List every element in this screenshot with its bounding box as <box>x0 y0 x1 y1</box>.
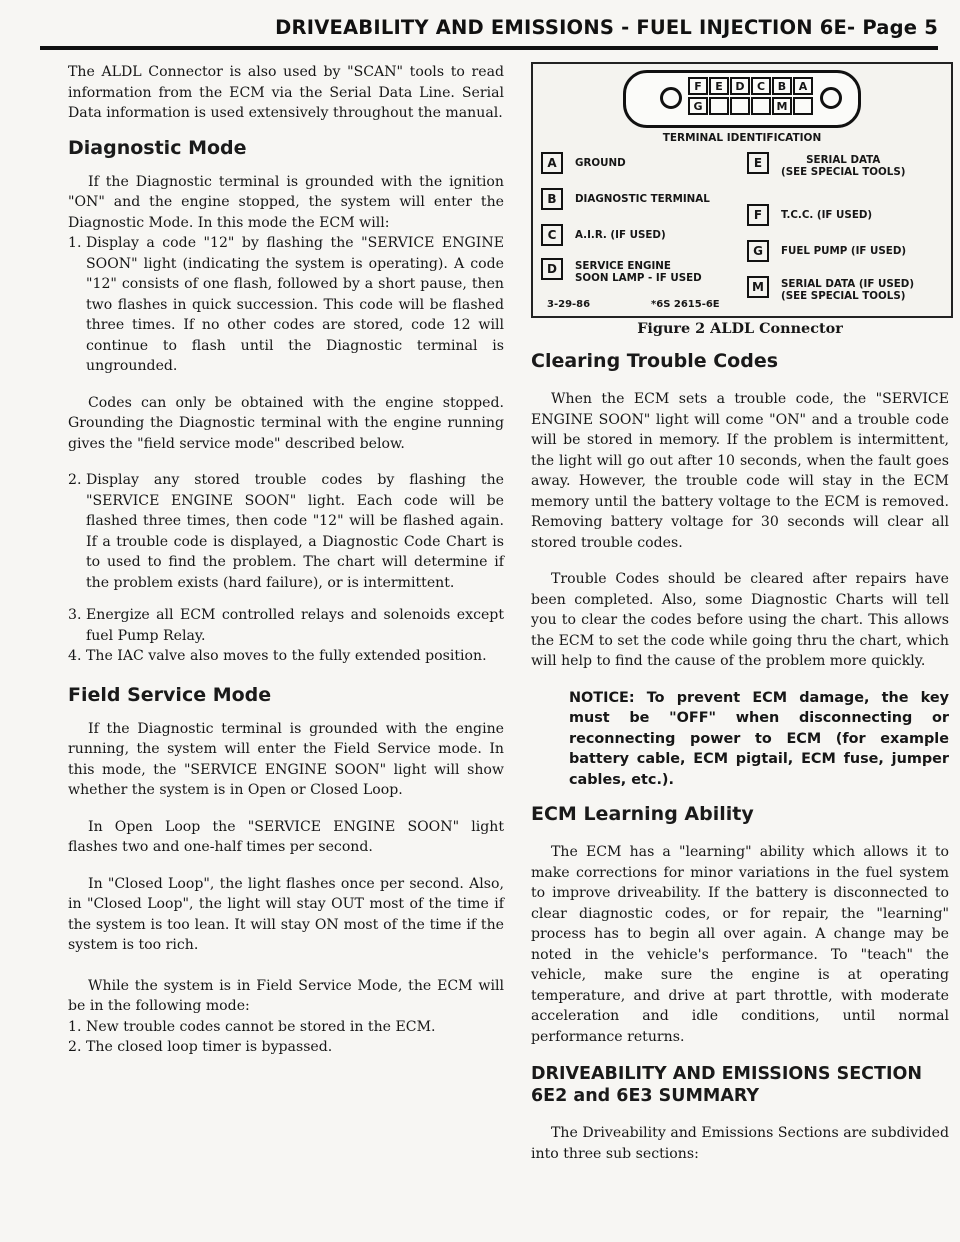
field-service-heading: Field Service Mode <box>68 683 272 706</box>
ecm-learning-paragraph: The ECM has a "learning" ability which allows it to make corrections for minor variations in the fuel system to improve driveability. If the battery is disconnected to clear diagnostic codes, or for repair, the "learning" process has to begin all over again. A change may be noted in the vehicle's performance. To "teach" the vehicle, make sure the engine is at operating temperature, and drive at part throttle, with moderate acceleration and idle conditions, until normal performance returns. <box>531 844 949 1045</box>
aldl-connector-figure <box>531 62 953 318</box>
terminal-a: A GROUND <box>541 152 626 174</box>
page-header <box>40 6 938 50</box>
intro-paragraph: The ALDL Connector is also used by "SCAN" tools to read information from the ECM via the Serial Data Line. Serial Data information is used extensively throughout the manual. <box>68 64 504 121</box>
pin-row-top <box>688 77 814 95</box>
summary-heading: DRIVEABILITY AND EMISSIONS SECTION 6E2 and 6E3 SUMMARY <box>531 1064 922 1106</box>
clearing-codes-paragraph-2: Trouble Codes should be cleared after repairs have been completed. Also, some Diagnostic Charts will tell you to clear the codes before using the chart. This allows the ECM to set the code while going thru the chart, which will help to find the cause of the problem more quickly. <box>531 571 949 669</box>
mounting-hole-icon <box>820 87 842 109</box>
list-item: 1. Display a code "12" by flashing the "SERVICE ENGINE SOON" light (indicating the system is operating). A code "12" consists of one flash, followed by a short pause, then two flashes in quick succession. This code will be flashed three times. If no other codes are stored, code 12 will continue to flash until the Diagnostic terminal is ungrounded. <box>68 235 504 374</box>
diagnostic-list-1 <box>68 233 504 377</box>
pin: B <box>772 77 792 95</box>
ecm-learning-heading: ECM Learning Ability <box>531 803 754 825</box>
summary-paragraph: The Driveability and Emissions Sections are subdivided into three sub sections: <box>531 1125 949 1162</box>
terminal-m: M SERIAL DATA (IF USED) (SEE SPECIAL TOOLS) <box>747 276 914 302</box>
list-item: 3. Energize all ECM controlled relays and solenoids except fuel Pump Relay. <box>68 607 504 644</box>
list-item: 4. The IAC valve also moves to the fully extended position. <box>68 648 487 664</box>
diagnostic-list-2 <box>68 470 504 667</box>
left-column <box>68 62 504 1058</box>
figure-caption: Figure 2 ALDL Connector <box>637 320 843 337</box>
diagnostic-mode-heading: Diagnostic Mode <box>68 136 247 159</box>
terminal-d: D SERVICE ENGINE SOON LAMP - IF USED <box>541 258 702 284</box>
figure-title: TERMINAL IDENTIFICATION <box>662 132 822 144</box>
pin: F <box>688 77 708 95</box>
field-service-paragraph-3: In "Closed Loop", the light flashes once per second. Also, in "Closed Loop", the light will stay OUT most of the time if the system is too lean. It will stay ON most of the time if the system is too rich. <box>68 875 504 953</box>
diagnostic-mode-paragraph: If the Diagnostic terminal is grounded with the ignition "ON" and the engine stopped, the system will enter the Diagnostic Mode. In this mode the ECM will: <box>68 173 504 231</box>
list-item: 1. New trouble codes cannot be stored in the ECM. <box>68 1018 436 1035</box>
clearing-codes-paragraph-1: When the ECM sets a trouble code, the "SERVICE ENGINE SOON" light will come "ON" and a trouble code will be stored in memory. If the problem is intermittent, the light will go out after 10 seconds, when the fault goes away. However, the trouble code will stay in the ECM memory until the battery voltage to the ECM is removed. Removing battery voltage for 30 seconds will clear all stored trouble codes. <box>531 391 949 551</box>
field-service-list <box>68 1017 504 1058</box>
pin <box>709 97 729 115</box>
terminal-b: B DIAGNOSTIC TERMINAL <box>541 188 710 210</box>
connector-diagram <box>623 70 861 128</box>
page-title: DRIVEABILITY AND EMISSIONS - FUEL INJECTION 6E- Page 5 <box>275 16 938 39</box>
figure-code: *6S 2615-6E <box>651 299 720 310</box>
field-service-paragraph-1: If the Diagnostic terminal is grounded with the engine running, the system will enter the Field Service mode. In this mode, the "SERVICE ENGINE SOON" light will show whether the system is in Open or Closed Loop. <box>68 720 504 798</box>
pin <box>751 97 771 115</box>
pin <box>730 97 750 115</box>
pin: A <box>793 77 813 95</box>
pin: D <box>730 77 750 95</box>
terminal-e: E SERIAL DATA (SEE SPECIAL TOOLS) <box>747 152 906 178</box>
pin <box>793 97 813 115</box>
list-item: 2. Display any stored trouble codes by flashing the "SERVICE ENGINE SOON" light. Each code will be flashed three times, then code "12" will be flashed again. If a trouble code is displayed, a Diagnostic Code Chart is to used to find the problem. The chart will determine if the problem exists (hard failure), or is intermittent. <box>68 472 504 591</box>
terminal-g: G FUEL PUMP (IF USED) <box>747 240 906 262</box>
pin: G <box>688 97 708 115</box>
pin: C <box>751 77 771 95</box>
codes-paragraph: Codes can only be obtained with the engine stopped. Grounding the Diagnostic terminal with the engine running gives the "field service mode" described below. <box>68 394 504 452</box>
right-column <box>531 62 949 1164</box>
mounting-hole-icon <box>660 87 682 109</box>
pin-row-bottom <box>688 97 814 115</box>
field-service-paragraph-2: In Open Loop the "SERVICE ENGINE SOON" light flashes two and one-half times per second. <box>68 818 504 855</box>
notice-text: NOTICE: To prevent ECM damage, the key must be "OFF" when disconnecting or reconnecting power to ECM (for example battery cable, ECM pigtail, ECM fuse, jumper cables, etc.). <box>569 689 949 788</box>
terminal-c: C A.I.R. (IF USED) <box>541 224 666 246</box>
pin: E <box>709 77 729 95</box>
field-service-paragraph-4: While the system is in Field Service Mode, the ECM will be in the following mode: <box>68 977 504 1014</box>
terminal-f: F T.C.C. (IF USED) <box>747 204 872 226</box>
figure-date: 3-29-86 <box>547 299 591 310</box>
list-item: 2. The closed loop timer is bypassed. <box>68 1039 333 1055</box>
pin: M <box>772 97 792 115</box>
clearing-codes-heading: Clearing Trouble Codes <box>531 350 779 372</box>
